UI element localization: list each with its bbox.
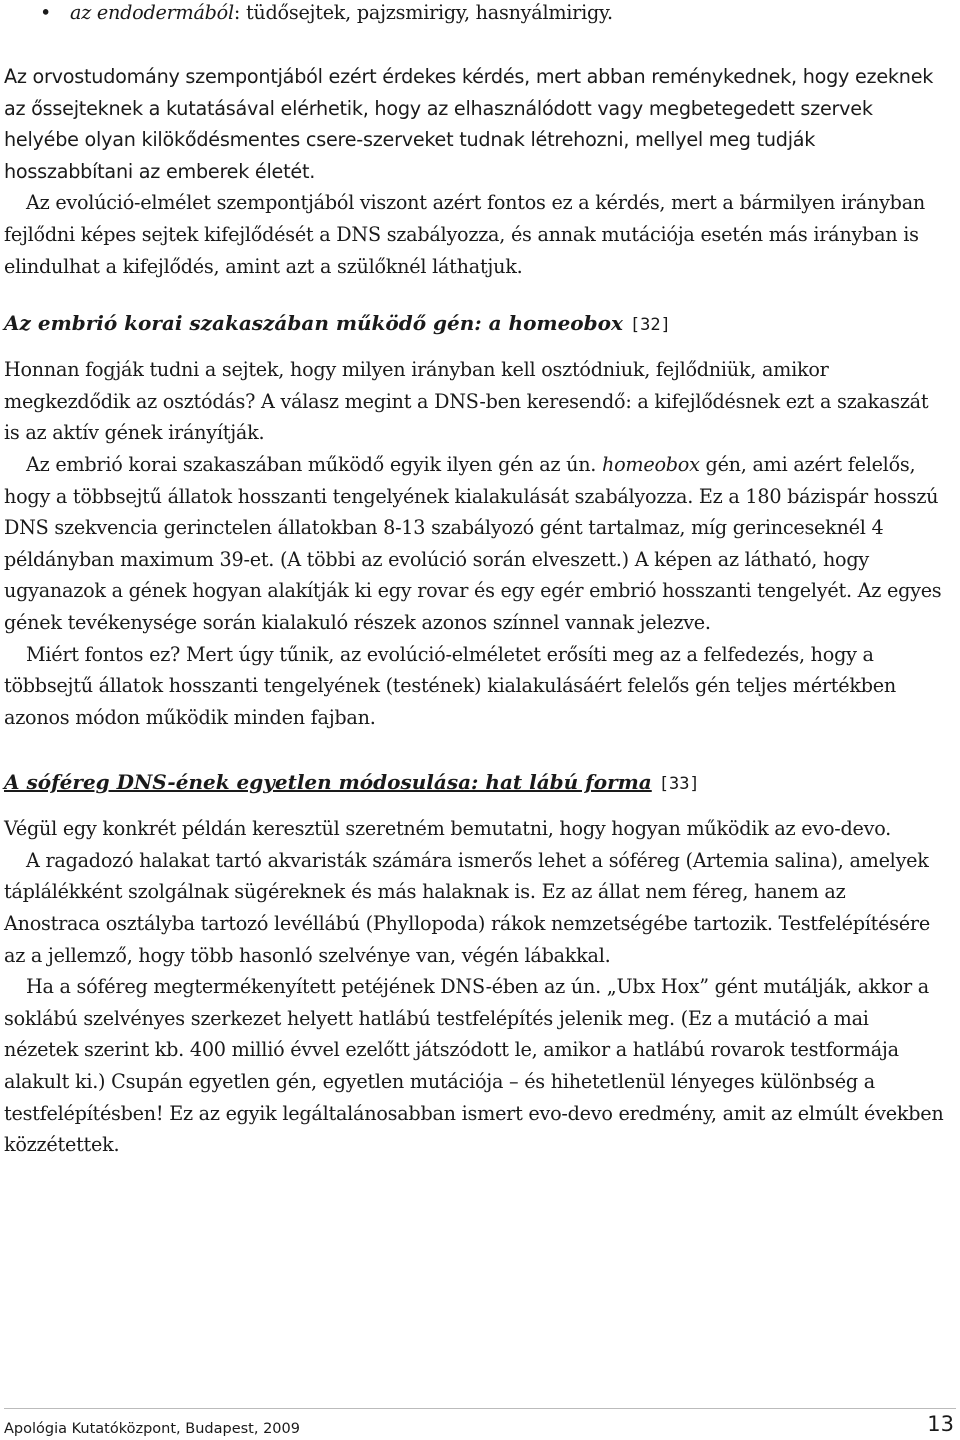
section-title: A sóféreg DNS-ének egyetlen módosulása: hat lábú forma <box>4 770 652 795</box>
paragraph-artemia: A ragadozó halakat tartó akvaristák számára ismerős lehet a sóféreg (Artemia salina), amelyek táplálékként szolgálnak sügéreknek és más halaknak is. Ez az állat nem féreg, hanem az Anostraca osztályba tartozó levéllábú (Phyllopoda) rákok nemzetségébe tartozik. Testfelépítésére az a jellemző, hogy több hasonló szelvénye van, végén lábakkal. <box>4 848 930 967</box>
reference-link: [32] <box>629 315 671 336</box>
homeobox-text-b: gén, ami azért felelős, hogy a többsejtű állatok hosszanti tengelyének kialakulását szabályozza. Ez a 180 bázispár hosszú DNS szekvencia gerinctelen állatokban 8-13 szabályozó gént tartalmaz, míg gerinceseknél 4 példányban maximum 39-et. (A többi az evolúció során elveszett.) A képen az látható, hogy ugyanazok a gének hogyan alakítják ki egy rovar és egy egér embrió hosszanti tengelyét. Az egyes gének tevékenysége során kialakuló részek azonos színnel vannak jelezve. <box>4 452 942 634</box>
page-number: 13 <box>927 1412 954 1436</box>
paragraph-evolution: Az evolúció-elmélet szempontjából viszont azért fontos ez a kérdés, mert a bármilyen irányban fejlődni képes sejtek kifejlődését a DNS szabályozza, és annak mutációja esetén más irányban is elindulhat a kifejlődés, amint azt a szülőknél láthatjuk. <box>4 191 925 278</box>
list-item <box>4 0 946 26</box>
bullet-text: : tüdősejtek, pajzsmirigy, hasnyálmirigy. <box>233 1 613 24</box>
footer-divider <box>4 1408 956 1409</box>
paragraph-cells-direction: Honnan fogják tudni a sejtek, hogy milyen irányban kell osztódniuk, fejlődniük, amikor megkezdődik az osztódás? A válasz megint a DNS-ben keresendő: a kifejlődésnek ezt a szakaszát is az aktív gének irányítják. <box>4 358 929 445</box>
homeobox-text-a: Az embrió korai szakaszában működő egyik ilyen gén az ún. <box>26 452 603 476</box>
paragraph-medical: Az orvostudomány szempontjából ezért érdekes kérdés, mert abban reménykednek, hogy ezeknek az őssejteknek a kutatásával elérhetik, hogy az elhasználódott vagy megbetegedett szervek helyébe olyan kilökődésmentes csere-szerveket tudnak létrehozni, mellyel meg tudják hosszabbítani az emberek életét. <box>4 65 934 183</box>
bullet-dot-icon: • <box>40 1 52 24</box>
reference-link: [33] <box>658 774 700 795</box>
page-content <box>4 0 946 1161</box>
paragraph-why-important: Miért fontos ez? Mert úgy tűnik, az evolúció-elméletet erősíti meg az a felfedezés, hogy a többsejtű állatok hosszanti tengelyének (testének) kialakulásáért felelős gén teljes mértékben azonos módon működik minden fajban. <box>4 642 896 729</box>
bullet-list <box>4 0 946 26</box>
section-heading-brine-shrimp <box>4 767 946 799</box>
homeobox-term: homeobox <box>602 452 700 476</box>
footer-publisher: Apológia Kutatóközpont, Budapest, 2009 <box>4 1421 300 1437</box>
paragraph-ubx-hox: Ha a sóféreg megtermékenyített petéjének DNS-ében az ún. „Ubx Hox” gént mutálják, akkor a soklábú szelvényes szerkezet helyett hatlábú testfelépítés jelenik meg. (Ez a mutáció a mai nézetek szerint kb. 400 millió évvel ezelőtt játszódott le, amikor a hatlábú rovarok testformája alakult ki.) Csupán egyetlen gén, egyetlen mutációja – és hihetetlenül lényeges különbség a testfelépítésben! Ez az egyik legáltalánosabban ismert evo-devo eredmény, amit az elmúlt években közzétettek. <box>4 975 944 1157</box>
section-heading-homeobox <box>4 308 946 340</box>
paragraph-homeobox <box>4 449 946 639</box>
bullet-term: az endodermából <box>70 1 234 24</box>
section-title: Az embrió korai szakaszában működő gén: a homeobox <box>4 311 623 336</box>
paragraph-evo-devo-intro: Végül egy konkrét példán keresztül szeretném bemutatni, hogy hogyan működik az evo-devo. <box>4 817 892 841</box>
